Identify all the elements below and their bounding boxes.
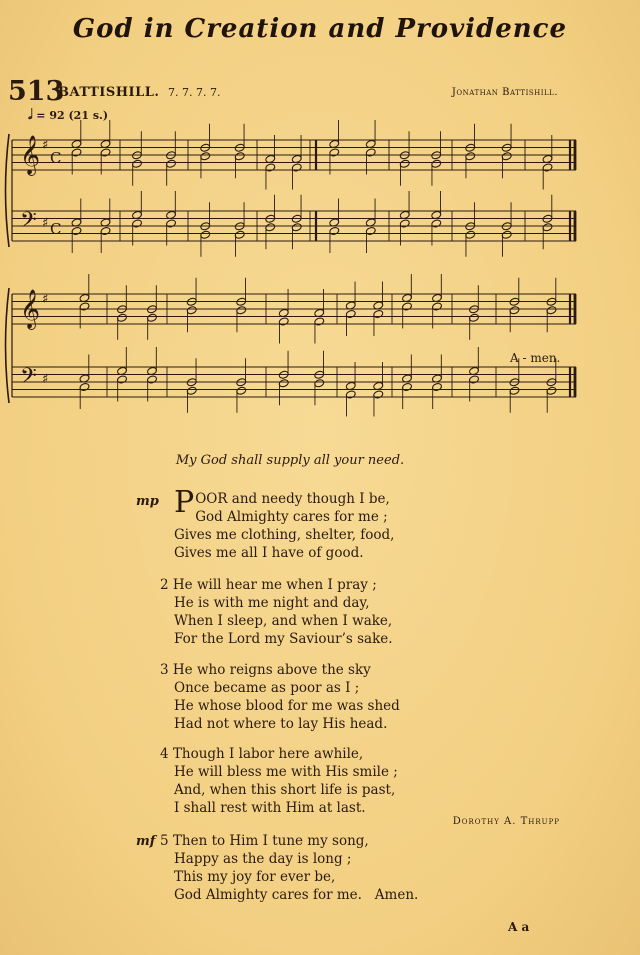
verse-4 [160, 745, 398, 817]
section-title: God in Creation and Providence [72, 14, 568, 44]
svg-text:𝄞: 𝄞 [20, 135, 41, 175]
svg-text:C: C [50, 149, 62, 167]
half-note-icon: 𝅗𝅥 [28, 107, 33, 123]
tune-name: BATTISHILL. [58, 85, 160, 100]
verse-1-line-1: OOR and needy though I be, [195, 491, 390, 507]
verse-2 [160, 576, 393, 648]
verse-1 [174, 485, 395, 562]
verse-4-line-1: Though I labor here awhile, [172, 746, 364, 762]
verse-4-number: 4 [160, 746, 169, 762]
composer: Jonathan Battishill. [451, 87, 558, 98]
verse-4-line-4: I shall rest with Him at last. [174, 800, 366, 816]
verse-2-line-1: He will hear me when I pray ; [172, 577, 377, 593]
author: Dorothy A. Thrupp [452, 816, 560, 827]
verse-5-number: 5 [160, 833, 169, 849]
verse-1-line-4: Gives me all I have of good. [174, 545, 364, 561]
score-marks [20, 120, 557, 417]
epigraph: My God shall supply all your need. [175, 453, 405, 468]
verse-2-number: 2 [160, 577, 169, 593]
svg-text:♯: ♯ [42, 372, 49, 387]
svg-text:𝄢: 𝄢 [20, 364, 37, 394]
amen-lyric: A - men. [510, 351, 561, 365]
verse-5 [160, 832, 418, 904]
verse-3 [160, 661, 400, 733]
page-signature: A a [508, 920, 530, 934]
hymn-number: 513 [8, 76, 65, 107]
verse-2-line-4: For the Lord my Saviour’s sake. [174, 631, 393, 647]
verse-3-number: 3 [160, 662, 169, 678]
svg-text:♯: ♯ [42, 216, 49, 231]
svg-text:♯: ♯ [42, 138, 49, 153]
verse-1-dropcap: P [174, 485, 195, 520]
verse-2-line-2: He is with me night and day, [174, 595, 370, 611]
verse-4-line-2: He will bless me with His smile ; [174, 764, 398, 780]
verse-3-line-2: Once became as poor as I ; [174, 680, 360, 696]
verse-4-line-3: And, when this short life is past, [174, 782, 396, 798]
verse-5-line-2: Happy as the day is long ; [174, 851, 352, 867]
svg-text:♯: ♯ [42, 292, 49, 307]
meter: 7. 7. 7. 7. [168, 86, 221, 99]
verse-5-line-1: Then to Him I tune my song, [172, 833, 369, 849]
svg-text:C: C [50, 220, 62, 238]
verse-2-line-3: When I sleep, and when I wake, [174, 613, 393, 629]
svg-text:𝄢: 𝄢 [20, 208, 37, 238]
tempo-text: = 92 (21 s.) [36, 109, 109, 122]
staff-lines [6, 134, 577, 403]
verse-5-line-3: This my joy for ever be, [174, 869, 336, 885]
verse-5-line-4: God Almighty cares for me. Amen. [174, 887, 419, 903]
verse-1-line-2: God Almighty cares for me ; [195, 509, 388, 525]
verse-5-dynamic: mf [136, 834, 156, 849]
verse-3-line-4: Had not where to lay His head. [174, 716, 388, 732]
verse-1-line-3: Gives me clothing, shelter, food, [174, 527, 395, 543]
verse-3-line-3: He whose blood for me was shed [174, 698, 400, 714]
verse-1-dynamic: mp [136, 494, 159, 509]
verse-3-line-1: He who reigns above the sky [172, 662, 371, 678]
svg-text:𝄞: 𝄞 [20, 289, 41, 329]
